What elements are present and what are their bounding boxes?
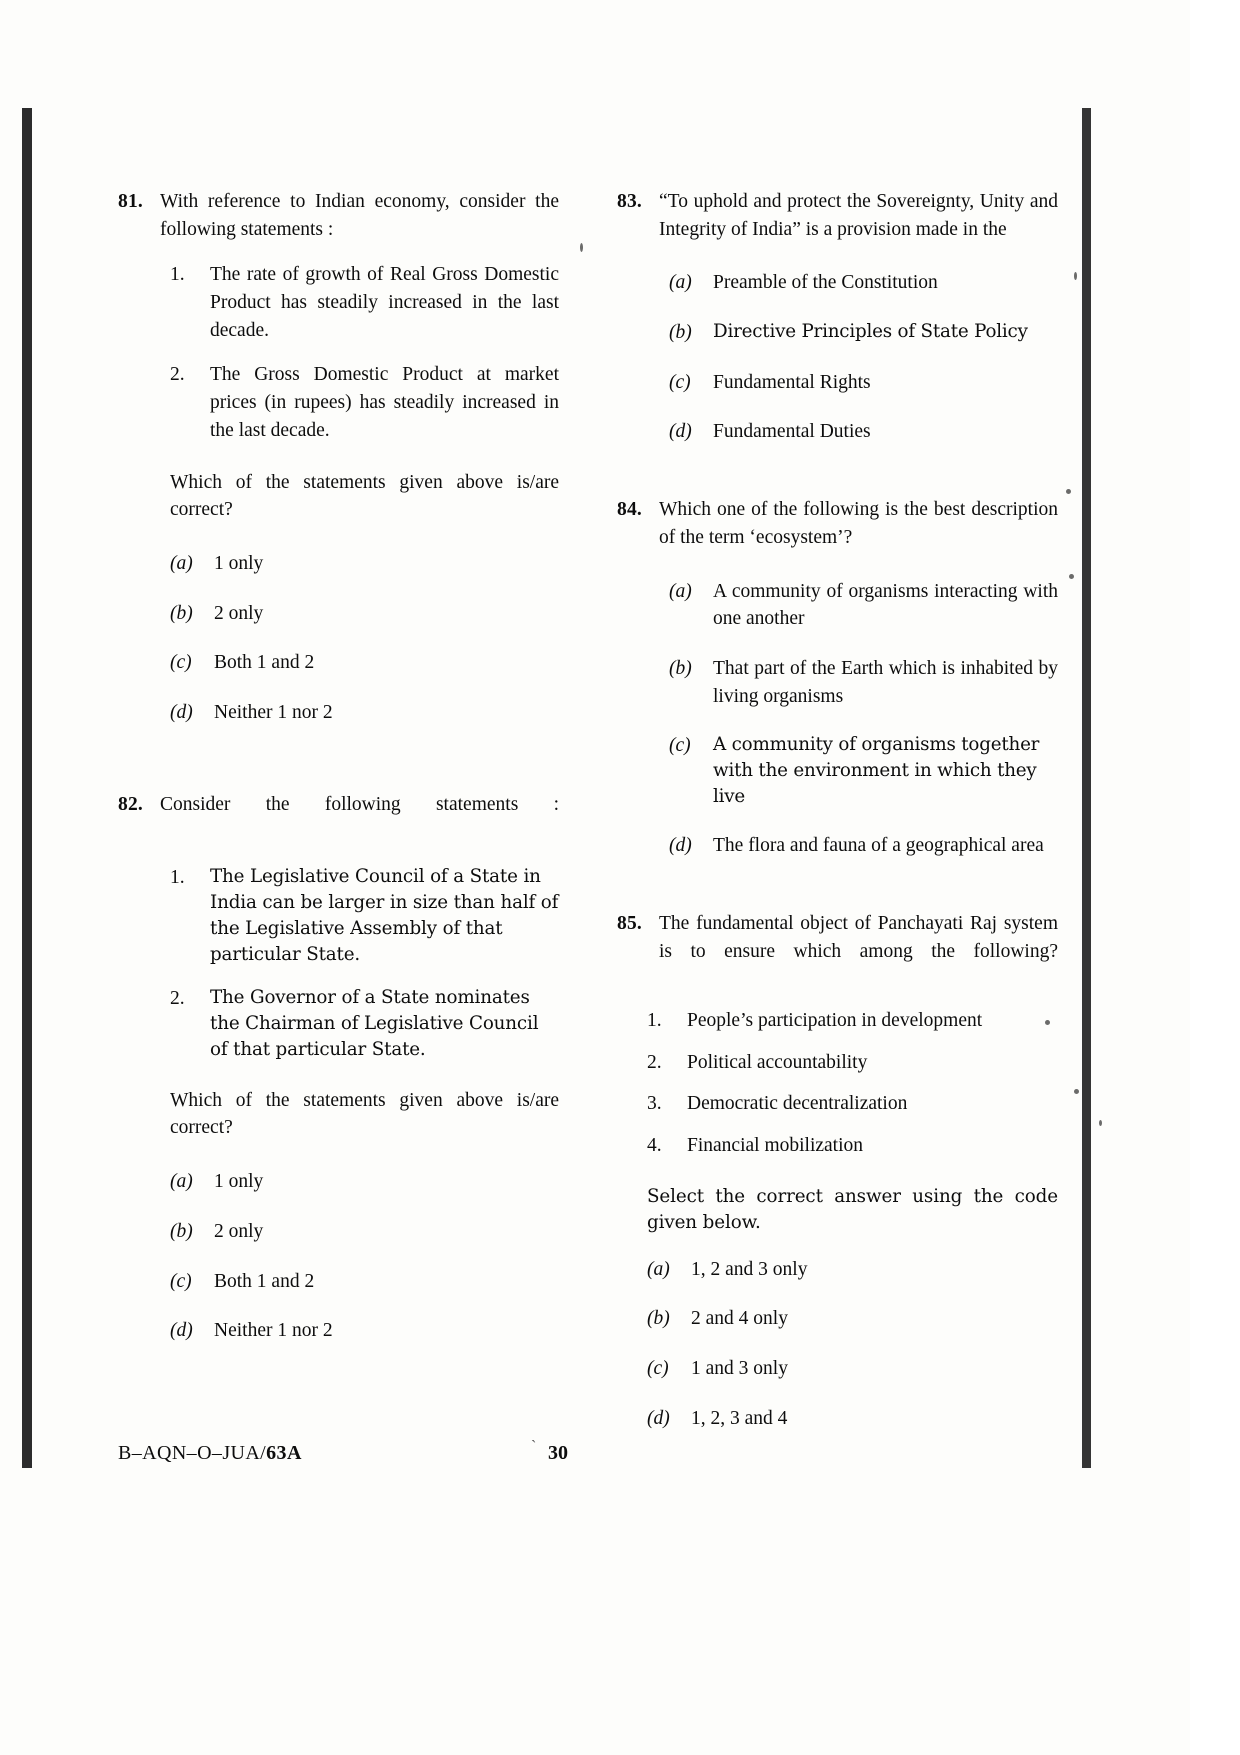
option-key: (b) (669, 657, 692, 679)
left-column (118, 188, 559, 1462)
question-stem: Which one of the following is the best description of the term ‘ecosystem’? (659, 499, 1058, 548)
option-text: 2 only (214, 602, 264, 624)
option-text: Both 1 and 2 (214, 652, 315, 674)
question-83 (617, 188, 1058, 446)
question-number: 81. (118, 191, 143, 212)
statement-number: 2. (647, 1051, 662, 1073)
option-key: (c) (669, 371, 691, 393)
statement-item (617, 1132, 1058, 1160)
option-c[interactable] (617, 732, 1058, 810)
question-number: 85. (617, 912, 642, 934)
option-b[interactable] (118, 1218, 559, 1246)
question-header (118, 791, 559, 846)
statement-list (617, 1007, 1058, 1160)
option-c[interactable] (118, 1268, 559, 1296)
option-key: (d) (647, 1407, 670, 1429)
option-b[interactable] (617, 1305, 1058, 1333)
question-number: 82. (118, 793, 143, 815)
option-a[interactable] (118, 1168, 559, 1196)
question-prompt: Select the correct answer using the code given below. (647, 1185, 1058, 1233)
option-text: 1 only (214, 552, 264, 574)
option-text: Directive Principles of State Policy (713, 321, 1028, 343)
option-key: (a) (170, 1171, 193, 1193)
statement-item (617, 1049, 1058, 1077)
option-text: 1, 2, 3 and 4 (691, 1407, 788, 1429)
statement-text: Financial mobilization (687, 1134, 864, 1156)
option-list (118, 1168, 559, 1345)
page-number: 30 (548, 1442, 568, 1464)
booklet-code (118, 1442, 302, 1465)
option-c[interactable] (617, 1355, 1058, 1383)
option-b[interactable] (617, 319, 1058, 347)
option-text: 1, 2 and 3 only (691, 1258, 808, 1280)
question-header (617, 910, 1058, 993)
option-text: Neither 1 nor 2 (214, 701, 333, 723)
option-key: (c) (669, 735, 691, 757)
question-82 (118, 791, 559, 1345)
option-d[interactable] (118, 1317, 559, 1345)
booklet-code-suffix: 63A (266, 1442, 302, 1464)
option-c[interactable] (118, 649, 559, 677)
option-text: Preamble of the Constitution (713, 272, 938, 294)
statement-item (617, 1007, 1058, 1035)
block-spacer (617, 890, 1058, 910)
option-a[interactable] (617, 269, 1058, 297)
option-d[interactable] (617, 832, 1058, 860)
statement-number: 3. (647, 1093, 662, 1115)
option-d[interactable] (617, 1405, 1058, 1433)
option-list (617, 1256, 1058, 1433)
option-key: (c) (647, 1357, 669, 1379)
question-prompt: Which of the statements given above is/are correct? (170, 1089, 559, 1139)
option-c[interactable] (617, 369, 1058, 397)
option-text: 2 only (214, 1220, 264, 1242)
statement-number: 1. (170, 264, 185, 286)
question-85 (617, 910, 1058, 1433)
question-number: 84. (617, 499, 642, 521)
statement-item (118, 864, 559, 968)
statement-item (118, 261, 559, 344)
option-a[interactable] (118, 550, 559, 578)
option-key: (a) (170, 552, 193, 574)
block-spacer (118, 757, 559, 791)
question-stem: With reference to Indian economy, consider the following statements : (160, 191, 559, 240)
statement-item (118, 985, 559, 1063)
question-81 (118, 188, 559, 727)
statement-text: The Legislative Council of a State in India can be larger in size than half of the Legislative Assembly of that particular State. (210, 866, 559, 965)
option-key: (d) (170, 701, 193, 723)
statement-number: 1. (647, 1009, 662, 1031)
statement-item (118, 361, 559, 444)
question-number: 83. (617, 191, 642, 212)
page-footer (118, 1438, 1058, 1482)
option-a[interactable] (617, 578, 1058, 633)
two-column-layout (118, 188, 1058, 1462)
question-stem: The fundamental object of Panchayati Raj system is to ensure which among the following? (659, 912, 1058, 962)
option-d[interactable] (617, 418, 1058, 446)
option-b[interactable] (617, 655, 1058, 710)
option-text: Both 1 and 2 (214, 1270, 315, 1292)
question-header (617, 188, 1058, 243)
option-key: (a) (669, 580, 692, 602)
statement-text: Political accountability (687, 1051, 868, 1073)
option-key: (b) (647, 1308, 670, 1330)
option-key: (b) (170, 602, 193, 624)
scan-tick-mark: ` (531, 1438, 537, 1455)
right-column (617, 188, 1058, 1462)
option-key: (d) (669, 835, 692, 857)
booklet-code-prefix: B–AQN–O–JUA/ (118, 1442, 267, 1464)
option-text: That part of the Earth which is inhabited by living organisms (713, 657, 1058, 707)
question-header (617, 496, 1058, 551)
option-key: (a) (647, 1258, 670, 1280)
option-text: The flora and fauna of a geographical area (713, 835, 1044, 857)
statement-number: 1. (170, 867, 185, 888)
statement-list (118, 261, 559, 444)
option-a[interactable] (617, 1256, 1058, 1284)
option-text: 1 and 3 only (691, 1357, 788, 1379)
option-key: (c) (170, 1270, 192, 1292)
option-text: Fundamental Rights (713, 371, 871, 393)
option-key: (b) (669, 322, 692, 344)
option-key: (b) (170, 1220, 193, 1242)
option-key: (d) (170, 1320, 193, 1342)
option-list (617, 578, 1058, 860)
option-list (118, 550, 559, 727)
option-key: (c) (170, 652, 192, 674)
option-text: 1 only (214, 1171, 264, 1193)
option-text: Fundamental Duties (713, 421, 871, 443)
statement-text: The Governor of a State nominates the Chairman of Legislative Council of that particular State. (210, 986, 539, 1060)
statement-number: 4. (647, 1134, 662, 1156)
question-prompt: Which of the statements given above is/are correct? (170, 471, 559, 521)
statement-text: People’s participation in development (687, 1009, 983, 1031)
statement-number: 2. (170, 364, 185, 386)
question-84 (617, 496, 1058, 860)
option-text: A community of organisms interacting with one another (713, 580, 1058, 630)
option-text: 2 and 4 only (691, 1308, 788, 1330)
statement-item (617, 1090, 1058, 1118)
question-stem: “To uphold and protect the Sovereignty, Unity and Integrity of India” is a provision made in the (659, 191, 1058, 240)
question-header (118, 188, 559, 243)
option-key: (d) (669, 421, 692, 443)
option-text: A community of organisms together with the environment in which they live (713, 734, 1040, 808)
option-key: (a) (669, 272, 692, 294)
question-stem: Consider the following statements : (160, 793, 559, 815)
statement-text: Democratic decentralization (687, 1093, 908, 1115)
option-d[interactable] (118, 699, 559, 727)
statement-text: The Gross Domestic Product at market prices (in rupees) has steadily increased in the last decade. (210, 364, 559, 441)
block-spacer (617, 476, 1058, 496)
option-text: Neither 1 nor 2 (214, 1320, 333, 1342)
statement-text: The rate of growth of Real Gross Domestic Product has steadily increased in the last decade. (210, 264, 559, 341)
option-b[interactable] (118, 600, 559, 628)
statement-number: 2. (170, 987, 185, 1009)
option-list (617, 269, 1058, 446)
statement-list (118, 864, 559, 1063)
